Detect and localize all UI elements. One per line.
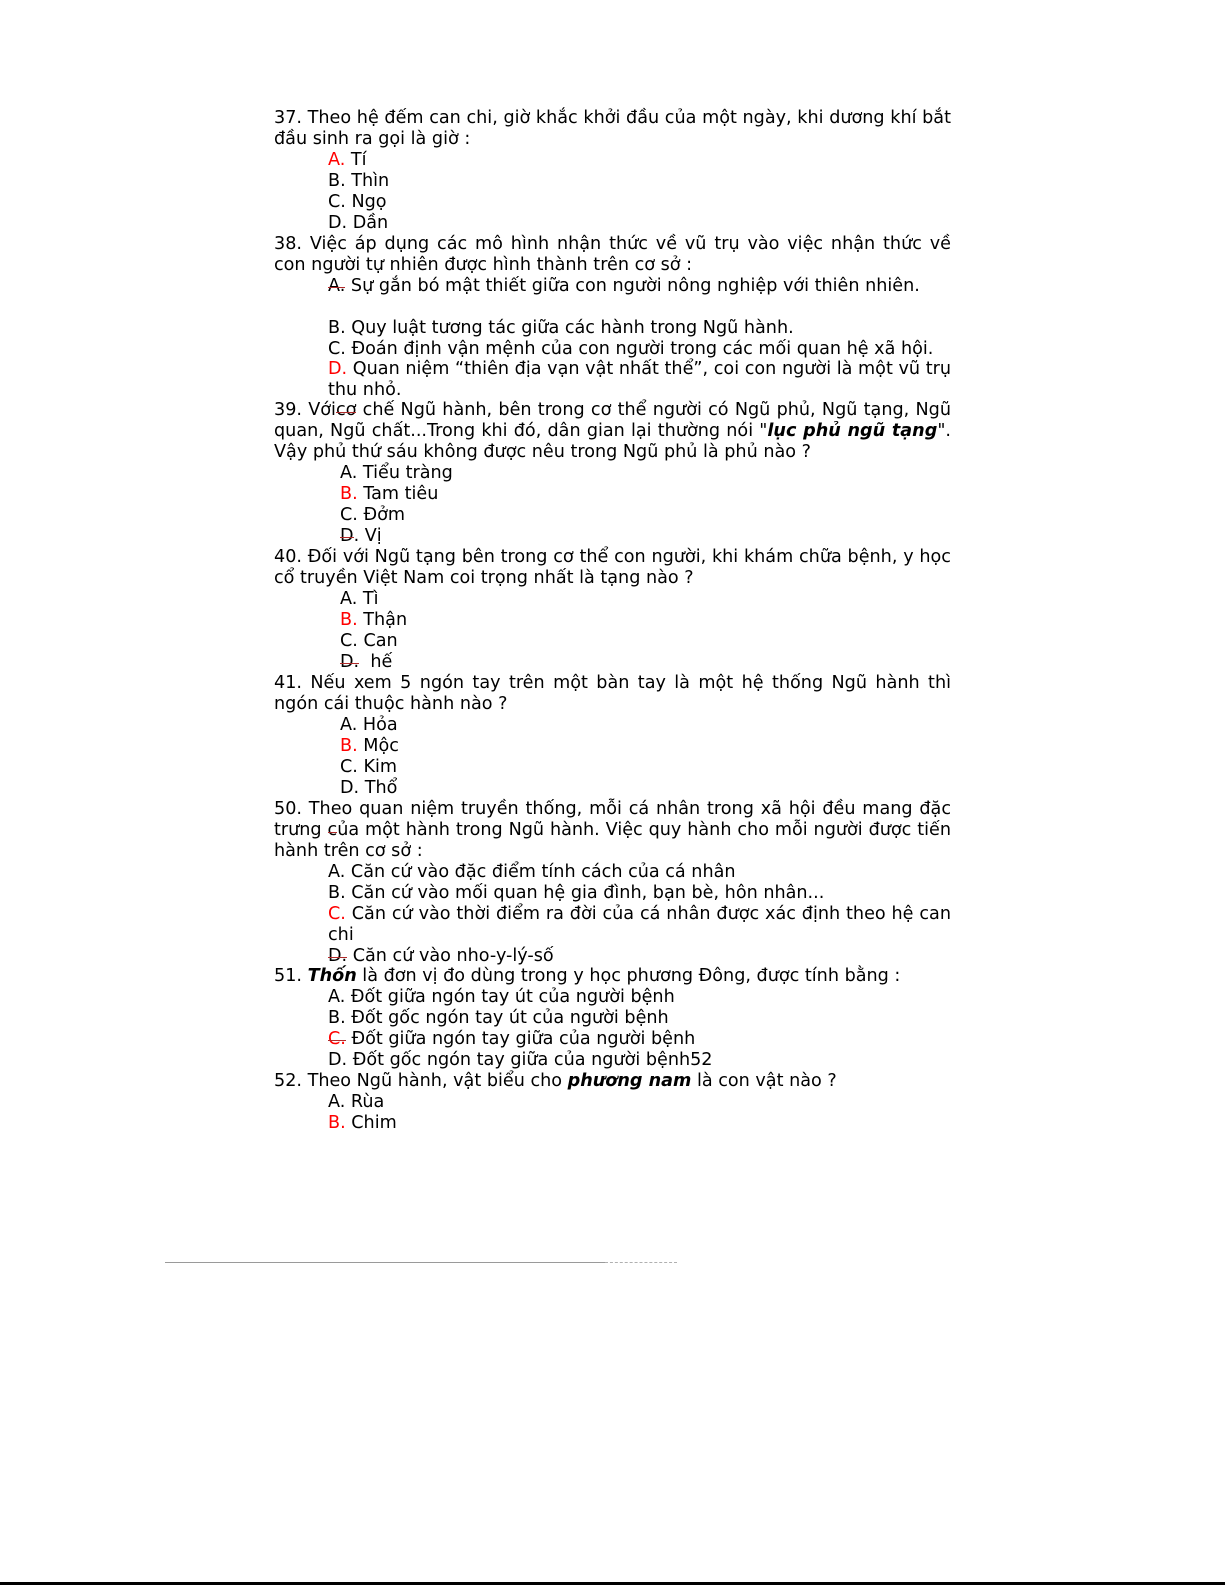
option-50-a: A. Căn cứ vào đặc điểm tính cách của cá nhân <box>328 862 736 882</box>
question-37: 37. Theo hệ đếm can chi, giờ khắc khởi đầu của một ngày, khi dương khí bắt đầu sinh ra gọi là giờ : <box>274 108 951 149</box>
emphasis: phương nam <box>567 1071 692 1091</box>
struck-letter: D. <box>328 946 348 966</box>
footnote-separator-tail <box>605 1262 677 1263</box>
option-38-d: D. Quan niệm “thiên địa vạn vật nhất thể”, coi con người là một vũ trụ thu nhỏ. <box>328 359 951 400</box>
option-37-d: D. Dần <box>328 213 389 233</box>
option-50-d: D. Căn cứ vào nho-y-lý-số <box>328 946 554 966</box>
emphasis: lục phủ ngũ tạng <box>767 421 938 441</box>
option-40-d: D. hế <box>340 652 393 672</box>
option-41-a: A. Hỏa <box>340 715 398 735</box>
option-37-b: B. Thìn <box>328 171 390 191</box>
option-41-d: D. Thổ <box>340 778 398 798</box>
option-letter: D. <box>328 359 348 379</box>
struck-letter: D. <box>340 652 360 672</box>
question-40: 40. Đối với Ngũ tạng bên trong cơ thể con người, khi khám chữa bệnh, y học cổ truyền Việt Nam coi trọng nhất là tạng nào ? <box>274 547 951 588</box>
struck-text: cơ <box>335 400 357 420</box>
option-39-c: C. Đởm <box>340 505 406 525</box>
option-52-a: A. Rùa <box>328 1092 385 1112</box>
question-51: 51. Thốn là đơn vị đo dùng trong y học phương Đông, được tính bằng : <box>274 966 901 986</box>
struck-letter: A. <box>328 276 346 296</box>
option-38-a: A. Sự gắn bó mật thiết giữa con người nông nghiệp với thiên nhiên. <box>328 276 920 296</box>
option-39-a: A. Tiểu tràng <box>340 463 453 483</box>
option-39-b: B. Tam tiêu <box>340 484 439 504</box>
question-41: 41. Nếu xem 5 ngón tay trên một bàn tay là một hệ thống Ngũ hành thì ngón cái thuộc hành nào ? <box>274 673 951 714</box>
option-40-b: B. Thận <box>340 610 408 630</box>
struck-letter: C. <box>328 1029 346 1049</box>
struck-text: c <box>327 820 338 840</box>
option-38-c: C. Đoán định vận mệnh của con người trong các mối quan hệ xã hội. <box>328 339 934 359</box>
option-39-d: D. Vị <box>340 526 382 546</box>
question-38: 38. Việc áp dụng các mô hình nhận thức về vũ trụ vào việc nhận thức về con người tự nhiên được hình thành trên cơ sở : <box>274 234 951 275</box>
option-40-c: C. Can <box>340 631 398 651</box>
option-40-a: A. Tì <box>340 589 379 609</box>
footnote-separator <box>165 1262 605 1263</box>
option-51-a: A. Đốt giữa ngón tay út của người bệnh <box>328 987 675 1007</box>
option-letter: B. <box>328 1113 346 1133</box>
option-38-b: B. Quy luật tương tác giữa các hành trong Ngũ hành. <box>328 318 794 338</box>
emphasis: Thốn <box>307 966 357 986</box>
option-52-b: B. Chim <box>328 1113 397 1133</box>
option-letter: A. <box>328 150 346 170</box>
option-letter: B. <box>340 736 358 756</box>
option-51-b: B. Đốt gốc ngón tay út của người bệnh <box>328 1008 669 1028</box>
question-50: 50. Theo quan niệm truyền thống, mỗi cá nhân trong xã hội đều mang đặc trưng của một hành trong Ngũ hành. Việc quy hành cho mỗi người được tiến hành trên cơ sở : <box>274 799 951 861</box>
option-letter: B. <box>340 484 358 504</box>
option-50-b: B. Căn cứ vào mối quan hệ gia đình, bạn bè, hôn nhân... <box>328 883 825 903</box>
question-39: 39. Vớicơ chế Ngũ hành, bên trong cơ thể người có Ngũ phủ, Ngũ tạng, Ngũ quan, Ngũ chất...Trong khi đó, dân gian lại thường nói "lục phủ ngũ tạng". Vậy phủ thứ sáu không được nêu trong Ngũ phủ là phủ nào ? <box>274 400 951 462</box>
option-50-c: C. Căn cứ vào thời điểm ra đời của cá nhân được xác định theo hệ can chi <box>328 904 951 945</box>
option-51-c: C. Đốt giữa ngón tay giữa của người bệnh <box>328 1029 696 1049</box>
option-letter: B. <box>340 610 358 630</box>
question-52: 52. Theo Ngũ hành, vật biểu cho phương nam là con vật nào ? <box>274 1071 837 1091</box>
struck-letter: D <box>340 526 354 546</box>
option-letter: C. <box>328 904 346 924</box>
option-51-d: D. Đốt gốc ngón tay giữa của người bệnh52 <box>328 1050 713 1070</box>
option-37-c: C. Ngọ <box>328 192 387 212</box>
option-37-a: A. Tí <box>328 150 367 170</box>
option-41-b: B. Mộc <box>340 736 399 756</box>
option-41-c: C. Kim <box>340 757 398 777</box>
